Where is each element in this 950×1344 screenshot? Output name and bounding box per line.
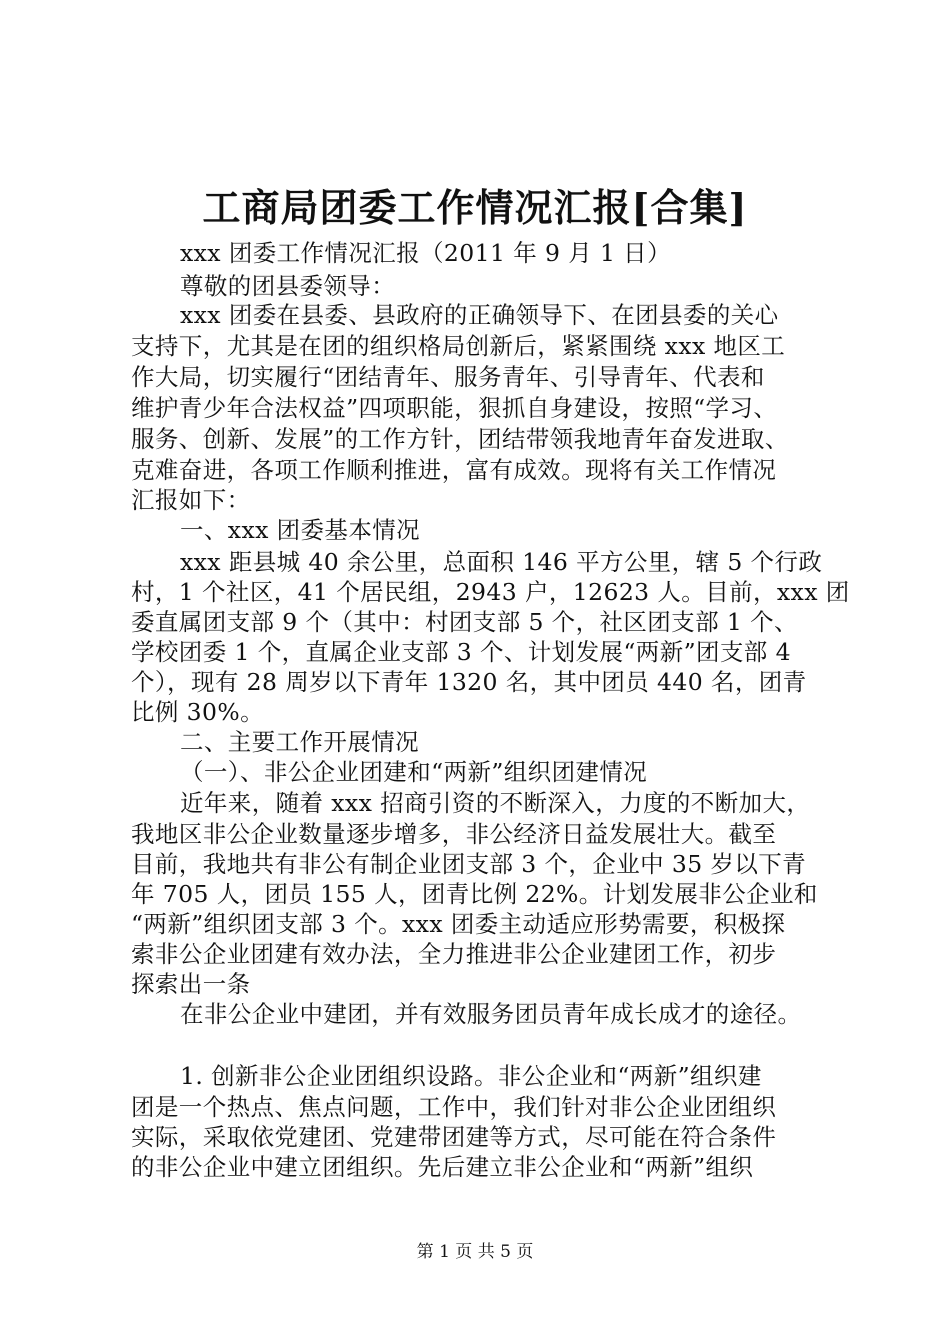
- body-line: 年 705 人，团员 155 人，团青比例 22%。计划发展非公企业和: [131, 880, 818, 908]
- body-line: 目前，我地共有非公有制企业团支部 3 个，企业中 35 岁以下青: [131, 850, 807, 878]
- document-title: 工商局团委工作情况汇报[合集]: [202, 185, 748, 230]
- body-line: 团是一个热点、焦点问题，工作中，我们针对非公企业团组织: [131, 1093, 777, 1121]
- body-line: 尊敬的团县委领导：: [180, 272, 396, 300]
- body-line: 作大局，切实履行“团结青年、服务青年、引导青年、代表和: [131, 363, 765, 391]
- body-line: 索非公企业团建有效办法，全力推进非公企业建团工作，初步: [131, 940, 777, 968]
- body-line: 探索出一条: [131, 970, 251, 998]
- body-line: 克难奋进，各项工作顺利推进，富有成效。现将有关工作情况: [131, 456, 777, 484]
- body-line: 村，1 个社区，41 个居民组，2943 户，12623 人。目前，xxx 团: [131, 578, 850, 606]
- body-line: 比例 30%。: [131, 698, 265, 726]
- body-line: 1. 创新非公企业团组织设路。非公企业和“两新”组织建: [180, 1062, 762, 1090]
- body-line: 维护青少年合法权益”四项职能，狠抓自身建设，按照“学习、: [131, 394, 778, 422]
- body-line: 服务、创新、发展”的工作方针，团结带领我地青年奋发进取、: [131, 425, 789, 453]
- section-heading: 一、xxx 团委基本情况: [180, 516, 421, 544]
- body-line: 个），现有 28 周岁以下青年 1320 名，其中团员 440 名，团青: [131, 668, 807, 696]
- body-line: 支持下，尤其是在团的组织格局创新后，紧紧围绕 xxx 地区工: [131, 332, 786, 360]
- body-line: xxx 团委在县委、县政府的正确领导下、在团县委的关心: [180, 301, 779, 329]
- body-line: “两新”组织团支部 3 个。xxx 团委主动适应形势需要，积极探: [131, 910, 786, 938]
- body-line: 的非公企业中建立团组织。先后建立非公企业和“两新”组织: [131, 1153, 754, 1181]
- body-line: 委直属团支部 9 个（其中：村团支部 5 个，社区团支部 1 个、: [131, 608, 798, 636]
- section-heading: 二、主要工作开展情况: [180, 728, 419, 756]
- subsection-heading: （一）、非公企业团建和“两新”组织团建情况: [180, 758, 648, 786]
- body-line: 汇报如下：: [131, 486, 251, 514]
- body-line: xxx 团委工作情况汇报（2011 年 9 月 1 日）: [180, 239, 671, 267]
- page-number-footer: 第 1 页 共 5 页: [416, 1242, 534, 1262]
- body-line: 学校团委 1 个，直属企业支部 3 个、计划发展“两新”团支部 4: [131, 638, 791, 666]
- body-line: xxx 距县城 40 余公里，总面积 146 平方公里，辖 5 个行政: [180, 548, 823, 576]
- body-line: 在非公企业中建团，并有效服务团员青年成长成才的途径。: [180, 1000, 802, 1028]
- body-line: 实际，采取依党建团、党建带团建等方式，尽可能在符合条件: [131, 1123, 777, 1151]
- body-line: 近年来，随着 xxx 招商引资的不断深入，力度的不断加大，: [180, 789, 811, 817]
- body-line: 我地区非公企业数量逐步增多，非公经济日益发展壮大。截至: [131, 820, 777, 848]
